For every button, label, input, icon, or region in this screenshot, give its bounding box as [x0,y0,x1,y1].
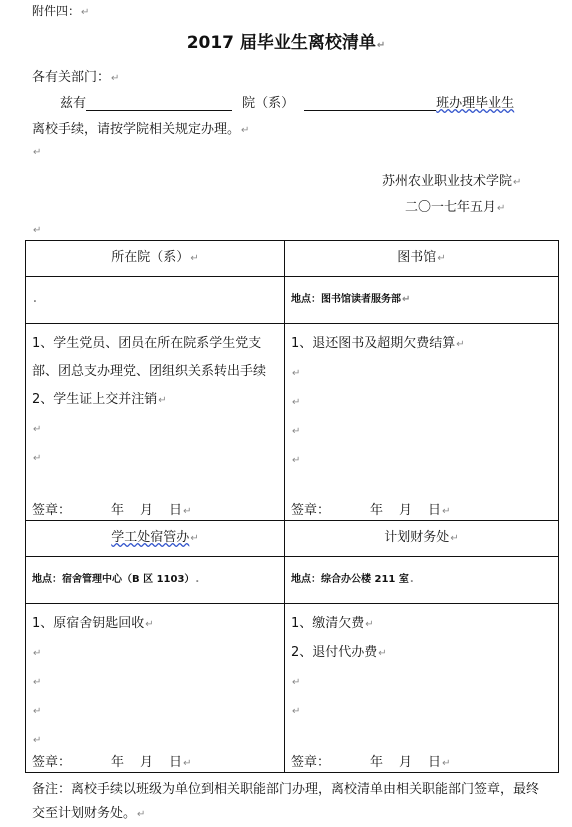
student-affairs-requirements: 1、原宿舍钥匙回收↵ ↵ ↵ ↵ ↵ 签章： 年 月 日↵ [26,604,285,773]
finance-item: 1、缴清欠费↵ [291,616,374,631]
finance-header: 计划财务处↵ [285,521,559,557]
salutation: 各有关部门：↵ [32,70,120,85]
library-requirements: 1、退还图书及超期欠费结算↵ ↵ ↵ ↵ ↵ 签章： 年 月 日↵ [285,324,559,521]
finance-item: 2、退付代办费↵ [291,645,387,660]
intro-line-1: 兹有 院（系） 班办理毕业生 [60,96,515,111]
college-item: 2、学生证上交并注销↵ [32,392,167,407]
student-affairs-signature: 签章： 年 月 日↵ [32,755,192,770]
library-location: 地点：图书馆读者服务部↵ [285,277,559,324]
class-blank[interactable] [304,96,436,111]
finance-signature: 签章： 年 月 日↵ [291,755,451,770]
finance-requirements: 1、缴清欠费↵ 2、退付代办费↵ ↵ ↵ 签章： 年 月 日↵ [285,604,559,773]
paragraph-mark: ↵ [33,225,42,236]
college-item: 1、学生党员、团员在所在院系学生党支部、团总支办理党、团组织关系转出手续 [32,336,267,379]
student-affairs-item: 1、原宿舍钥匙回收↵ [32,616,154,631]
college-requirements: 1、学生党员、团员在所在院系学生党支部、团总支办理党、团组织关系转出手续 2、学生证上交并注销↵ ↵ ↵ 签章： 年 月 日↵ [26,324,285,521]
student-affairs-header: 学工处宿管办↵ [26,521,285,557]
library-header: 图书馆↵ [285,241,559,277]
college-header: 所在院（系）↵ [26,241,285,277]
library-signature: 签章： 年 月 日↵ [291,503,451,518]
signoff-org: 苏州农业职业技术学院↵ [382,174,522,189]
intro-line-2: 离校手续，请按学院相关规定办理。↵ [32,122,250,137]
college-location: . [26,277,285,324]
library-item: 1、退还图书及超期欠费结算↵ [291,336,465,351]
footnote: 备注：离校手续以班级为单位到相关职能部门办理，离校清单由相关职能部门签章，最终交至计划财务处。↵ [32,782,540,821]
college-signature: 签章： 年 月 日↵ [32,503,192,518]
college-blank[interactable] [86,96,232,111]
document-title: 2017 届毕业生离校清单↵ [186,33,386,53]
student-affairs-location: 地点：宿舍管理中心（B 区 1103）. [26,557,285,604]
finance-location: 地点：综合办公楼 211 室. [285,557,559,604]
attachment-label: 附件四：↵ [32,4,90,18]
paragraph-mark: ↵ [33,147,42,158]
clearance-table [25,240,559,773]
signoff-date: 二〇一七年五月↵ [405,200,506,215]
